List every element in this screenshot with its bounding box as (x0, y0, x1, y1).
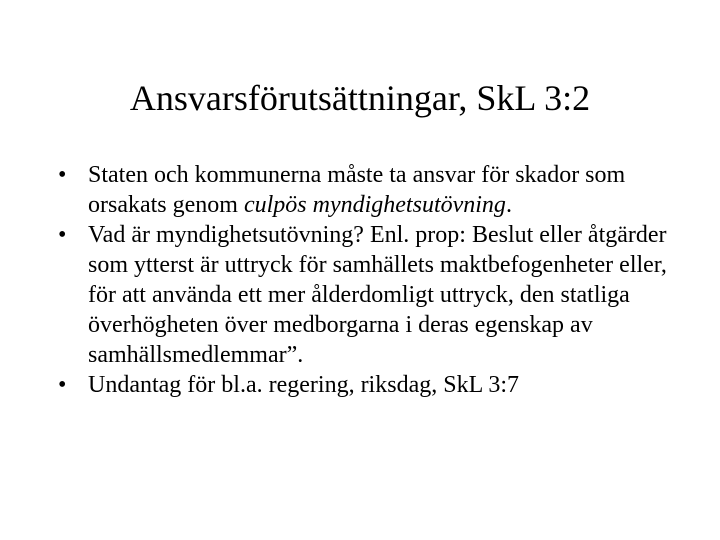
slide-title: Ansvarsförutsättningar, SkL 3:2 (129, 78, 591, 118)
bullet-icon: • (58, 372, 67, 398)
bullet-list (58, 160, 668, 400)
bullet-icon: • (58, 222, 67, 248)
bullet-text-italic: culpös myndighetsutövning (243, 192, 506, 218)
bullet-icon: • (58, 162, 67, 188)
bullet-item (58, 160, 668, 220)
bullet-item (58, 370, 668, 400)
bullet-text: Undantag för bl.a. regering, riksdag, SkL 3:7 (88, 372, 520, 398)
bullet-text: Vad är myndighetsutövning? Enl. prop: Beslut eller åtgärder som ytterst är uttryck för samhällets maktbefogenheter eller, för att använda ett mer ålderdomligt uttryck, den statliga överhögheten över medborgarna i deras egenskap av samhällsmedlemmar”. (88, 222, 667, 368)
bullet-text-before: Staten och kommunerna måste ta ansvar för skador som orsakats genom (88, 162, 626, 218)
bullet-text-after: . (505, 192, 512, 218)
bullet-item (58, 220, 668, 370)
